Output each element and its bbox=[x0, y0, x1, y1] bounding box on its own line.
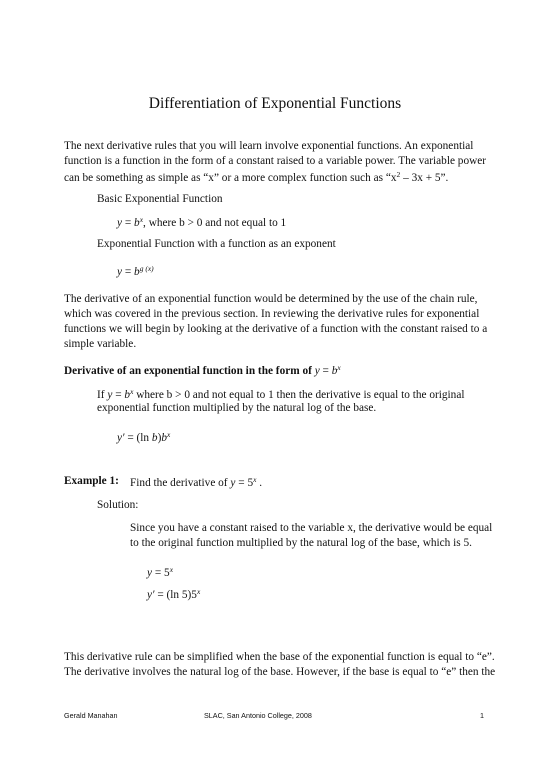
example-1-label: Example 1: bbox=[64, 475, 119, 487]
solution-line-2: to the original function multiplied by the natural log of the base, which is 5. bbox=[130, 537, 472, 549]
example-1-prompt: Find the derivative of $y = 5^x$ . bbox=[130, 475, 263, 489]
intro-line-2: function is a function in the form of a constant raised to a variable power. The variable power bbox=[64, 155, 487, 167]
function-exp-heading: Exponential Function with a function as an exponent bbox=[97, 238, 336, 250]
closing-line-2: The derivative involves the natural log of the base. However, if the base is equal to “e” then the bbox=[64, 666, 496, 678]
solution-line-1: Since you have a constant raised to the variable x, the derivative would be equal bbox=[130, 522, 493, 534]
solution-eq-2: y′ = (ln 5)5$^x$ bbox=[147, 587, 201, 601]
rule-line-1: If $y = b^x$ where b > 0 and not equal to 1 then the derivative is equal to the original bbox=[97, 387, 465, 401]
page-title: Differentiation of Exponential Functions bbox=[148, 95, 402, 112]
footer-author: Gerald Manahan bbox=[64, 711, 118, 720]
chain-line-3: functions we will begin by looking at the derivative of a function with the constant raised to a bbox=[64, 323, 488, 335]
basic-formula: $y = b^x$, where b > 0 and not equal to 1 bbox=[117, 215, 287, 229]
intro-line-1: The next derivative rules that you will learn involve exponential functions. An exponential bbox=[64, 140, 474, 152]
chain-line-2: which was covered in the previous section. In reviewing the derivative rules for exponential bbox=[64, 308, 480, 320]
rule-formula: y′ = (ln $b)b^x$ bbox=[117, 430, 171, 444]
intro-line-3: can be something as simple as “x” or a more complex function such as “$x^2 - 3x + 5$”. bbox=[64, 170, 449, 184]
closing-line-1: This derivative rule can be simplified when the base of the exponential function is equal to “e”. bbox=[64, 651, 495, 663]
function-exp-formula: $y = b^{g (x)}$ bbox=[117, 264, 154, 278]
section-heading: Derivative of an exponential function in the form of $y = b^x$ bbox=[64, 363, 341, 377]
rule-line-2: exponential function multiplied by the natural log of the base. bbox=[97, 402, 377, 414]
solution-eq-1: $y = 5^x$ bbox=[147, 565, 174, 579]
solution-label: Solution: bbox=[97, 499, 139, 511]
chain-line-1: The derivative of an exponential function would be determined by the use of the chain rule, bbox=[64, 293, 478, 305]
footer-page-number: 1 bbox=[480, 711, 484, 720]
footer-institution: SLAC, San Antonio College, 2008 bbox=[204, 711, 312, 720]
chain-line-4: simple variable. bbox=[64, 338, 137, 350]
basic-heading: Basic Exponential Function bbox=[97, 193, 223, 205]
